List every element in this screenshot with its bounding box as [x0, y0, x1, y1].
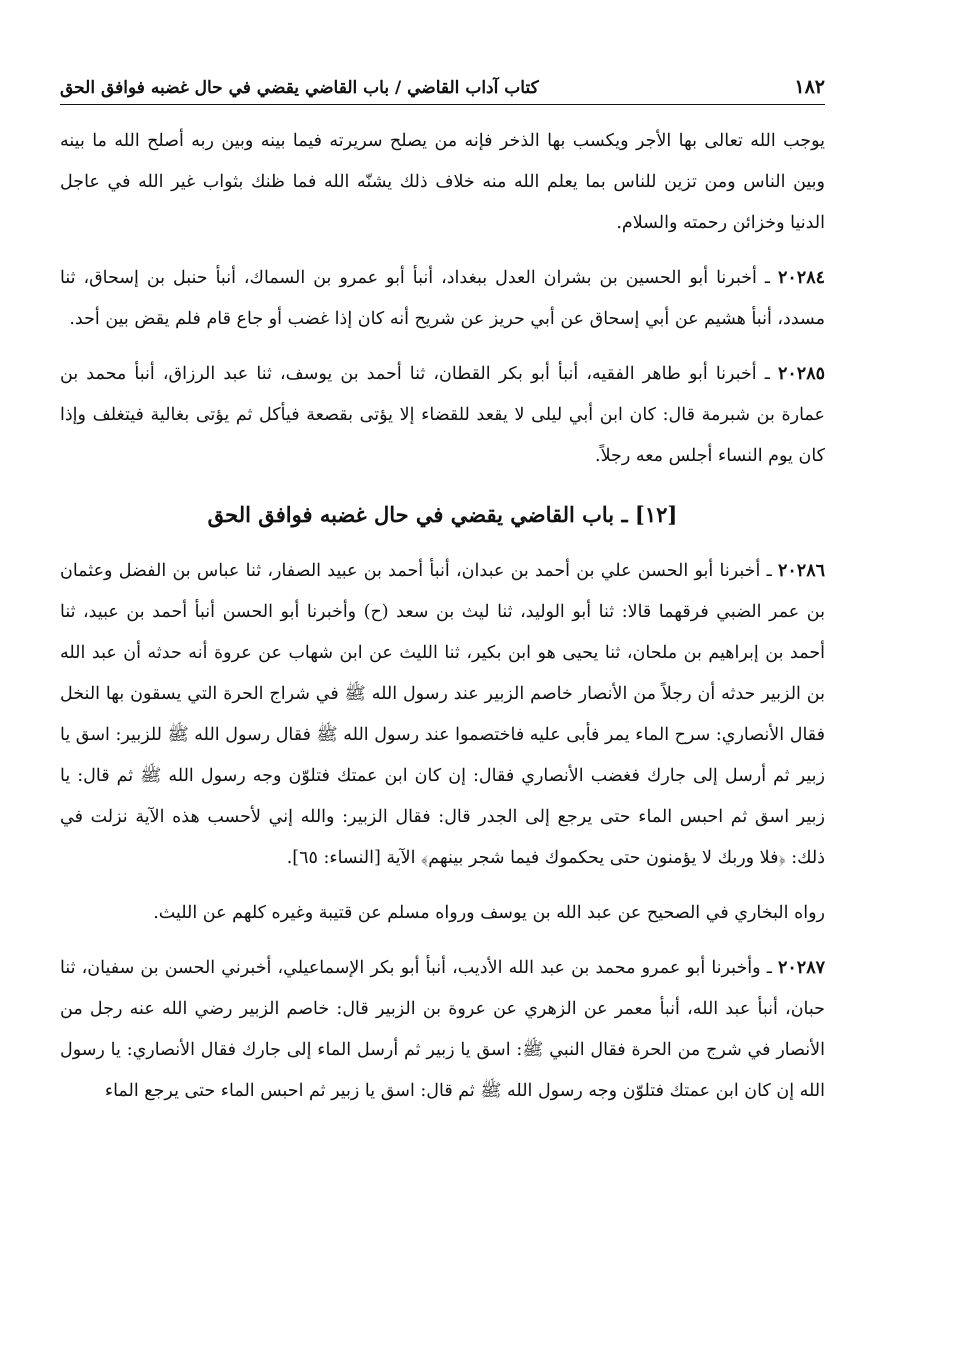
page-number: ١٨٢: [794, 76, 825, 98]
hadith-number: ٢٠٢٨٦: [778, 561, 825, 581]
hadith-20284: [60, 258, 825, 340]
hadith-number: ٢٠٢٨٤: [778, 268, 825, 288]
paragraph-intro: [60, 121, 825, 244]
narration-note: [60, 893, 825, 934]
paragraph-text: يوجب الله تعالى بها الأجر ويكسب بها الذخر فإنه من يصلح سريرته فيما بينه وبين ربه أصلح الله ما بينه وبين الناس ومن تزين للناس بما يعلم الله منه خلاف ذلك يشنّه الله فما ظنك بثواب غير الله في عاجل الدنيا وخزائن رحمته والسلام.: [60, 131, 825, 233]
book-page: [60, 70, 825, 1126]
hadith-text: ـ وأخبرنا أبو عمرو محمد بن عبد الله الأديب، أنبأ أبو بكر الإسماعيلي، أخبرني الحسن بن سفيان، ثنا حبان، أنبأ عبد الله، أنبأ معمر عن الزهري عن عروة بن الزبير قال: خاصم الزبير رضي الله عنه رجل من الأنصار في شرج من الحرة فقال النبي ﷺ: اسق يا زبير ثم أرسل الماء إلى جارك فقال الأنصاري: يا رسول الله إن كان ابن عمتك فتلوّن وجه رسول الله ﷺ ثم قال: اسق يا زبير ثم احبس الماء حتى يرجع الماء: [60, 958, 825, 1101]
hadith-text: ـ أخبرنا أبو الحسن علي بن أحمد بن عبدان، أنبأ أحمد بن عبيد الصفار، ثنا عباس بن الفضل وعثمان بن عمر الضبي فرقهما قالا: ثنا أبو الوليد، ثنا ليث بن سعد (ح) وأخبرنا أبو الحسن أنبأ أحمد بن عبيد، ثنا أحمد بن إبراهيم بن ملحان، ثنا يحيى هو ابن بكير، ثنا الليث عن ابن شهاب عن عروة أنه حدثه أن عبد الله بن الزبير حدثه أن رجلاً من الأنصار خاصم الزبير عند رسول الله ﷺ في شراج الحرة التي يسقون بها النخل فقال الأنصاري: سرح الماء يمر فأبى عليه فاختصموا عند رسول الله ﷺ فقال رسول الله ﷺ للزبير: اسق يا زبير ثم أرسل إلى جارك فغضب الأنصاري فقال: إن كان ابن عمتك فتلوّن وجه رسول الله ﷺ ثم قال: يا زبير اسق ثم احبس الماء حتى يرجع إلى الجدر قال: فقال الزبير: والله إني لأحسب هذه الآية نزلت في ذلك: ﴿فلا وربك لا يؤمنون حتى يحكموك فيما شجر بينهم﴾ الآية [النساء: ٦٥].: [60, 561, 826, 868]
hadith-20286: [60, 551, 825, 879]
hadith-text: ـ أخبرنا أبو الحسين بن بشران العدل ببغداد، أنبأ أبو عمرو بن السماك، أنبأ حنبل بن إسحاق، ثنا مسدد، أنبأ هشيم عن أبي إسحاق عن أبي حريز عن شريح أنه كان إذا غضب أو جاع قام فلم يقض بين أحد.: [60, 268, 825, 329]
hadith-20287: [60, 948, 825, 1112]
running-title: كتاب آداب القاضي / باب القاضي يقضي في حال غضبه فوافق الحق: [60, 78, 539, 98]
hadith-number: ٢٠٢٨٧: [778, 958, 825, 978]
paragraph-text: رواه البخاري في الصحيح عن عبد الله بن يوسف ورواه مسلم عن قتيبة وغيره كلهم عن الليث.: [153, 903, 825, 923]
chapter-heading: [١٢] ـ باب القاضي يقضي في حال غضبه فوافق الحق: [207, 502, 678, 527]
running-header: [60, 70, 825, 105]
hadith-text: ـ أخبرنا أبو طاهر الفقيه، أنبأ أبو بكر القطان، ثنا أحمد بن يوسف، ثنا عبد الرزاق، أنبأ محمد بن عمارة بن شبرمة قال: كان ابن أبي ليلى لا يقعد للقضاء إلا يؤتى بقصعة فيأكل ثم يؤتى بغالية فيتغلف وإذا كان يوم النساء أجلس معه رجلاً.: [60, 364, 825, 466]
hadith-number: ٢٠٢٨٥: [778, 364, 825, 384]
hadith-20285: [60, 354, 825, 477]
